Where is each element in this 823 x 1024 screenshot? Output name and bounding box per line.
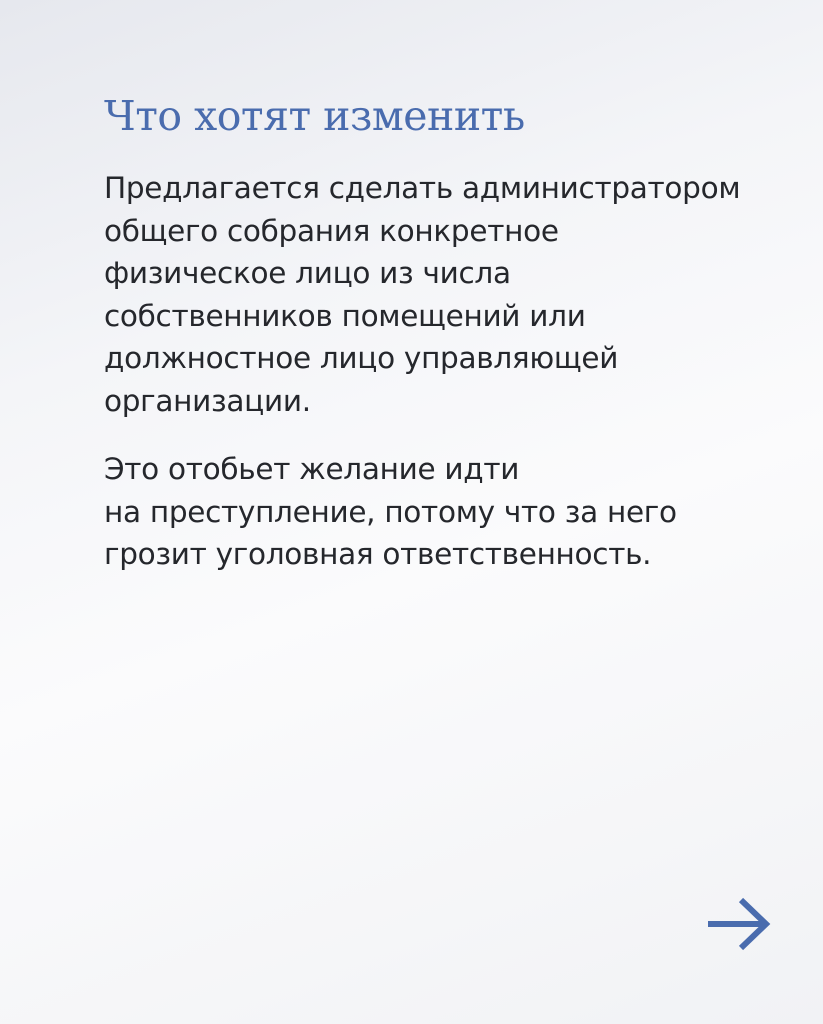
slide-title: Что хотят изменить bbox=[104, 92, 525, 140]
text-line: должностное лицо управляющей bbox=[104, 341, 619, 375]
paragraph-effect bbox=[104, 448, 794, 576]
text-line: Предлагается сделать администратором bbox=[104, 171, 741, 205]
text-line: на преступление, потому что за него bbox=[104, 494, 677, 529]
text-line: Это отобьет желание идти bbox=[104, 452, 520, 486]
next-slide-button[interactable] bbox=[703, 894, 773, 954]
text-line: физическое лицо из числа bbox=[104, 256, 511, 290]
text-line: организации. bbox=[104, 383, 311, 418]
text-line: собственников помещений или bbox=[104, 298, 586, 333]
arrow-right-icon bbox=[703, 894, 773, 954]
text-line: общего собрания конкретное bbox=[104, 213, 559, 248]
text-line: грозит уголовная ответственность. bbox=[104, 537, 652, 571]
paragraph-proposal bbox=[104, 167, 794, 422]
